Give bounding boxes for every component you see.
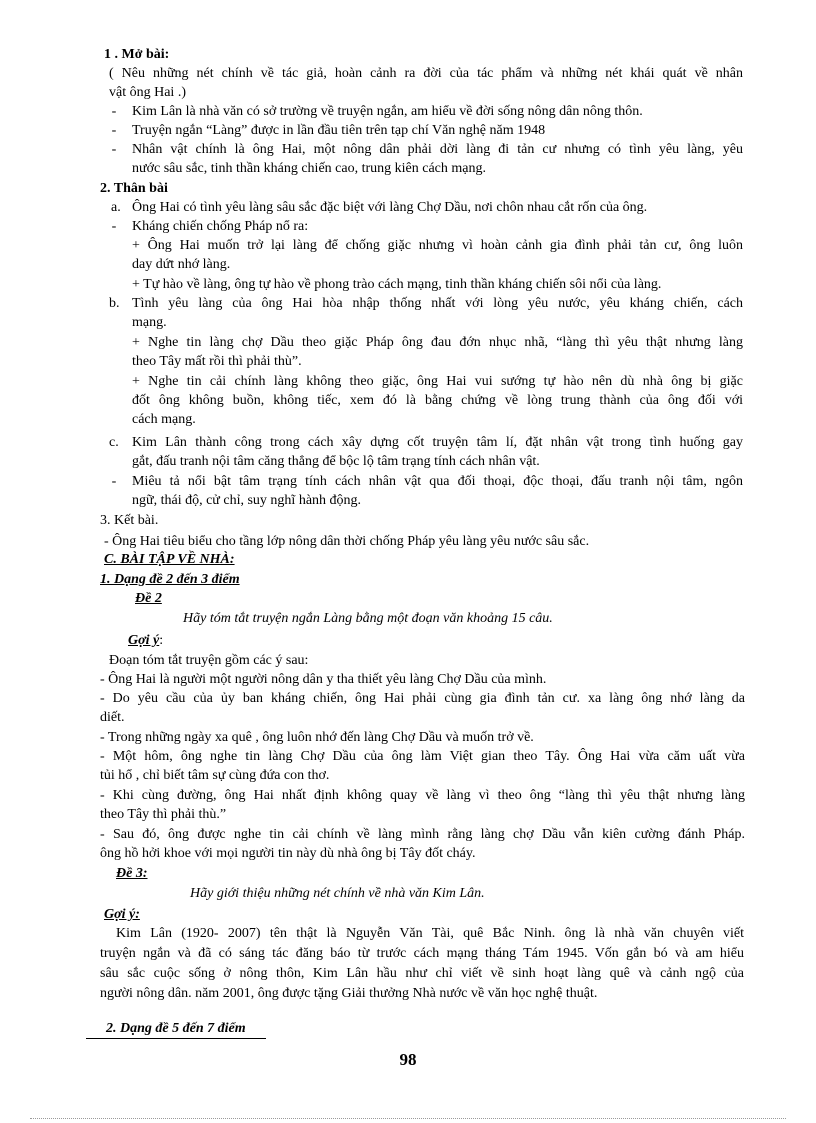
- kim-lan-para-3: sâu sắc cuộc sống ở nông thôn, Kim Lân hầu như chỉ viết về sinh hoạt làng quê và cảnh ngộ của: [100, 966, 744, 981]
- summary-line-6-cont: ông hồ hởi khoe với mọi người tin này dù nhà ông bị Tây đốt cháy.: [100, 846, 476, 861]
- bullet-dash: -: [111, 474, 117, 489]
- mo-bai-item-3: Nhân vật chính là ông Hai, một nông dân phải dời làng đi tản cư nhưng có tình yêu làng, yêu: [132, 142, 743, 157]
- summary-line-3: - Trong những ngày xa quê , ông luôn nhớ đến làng Chợ Dầu và muốn trở về.: [100, 730, 534, 745]
- label-b: b.: [109, 296, 120, 311]
- heading-bai-tap-ve-nha: C. BÀI TẬP VỀ NHÀ:: [104, 552, 235, 567]
- heading-than-bai: 2. Thân bài: [100, 181, 168, 196]
- bullet-dash: -: [111, 219, 117, 234]
- than-bai-war-sub-2: + Tự hào về làng, ông tự hào về phong trào cách mạng, tinh thần kháng chiến sôi nổi của làng.: [132, 277, 662, 292]
- than-bai-b-sub-1: + Nghe tin làng chợ Dầu theo giặc Pháp ông đau đớn nhục nhã, “làng thì yêu thật nhưng làng: [132, 335, 743, 350]
- summary-line-1: - Ông Hai là người một người nông dân y tha thiết yêu làng Chợ Dầu của mình.: [100, 672, 547, 687]
- heading-dang-de-1: 1. Dạng đề 2 đến 3 điểm: [100, 572, 240, 587]
- mo-bai-item-2: Truyện ngắn “Làng” được in lần đầu tiên trên tạp chí Văn nghệ năm 1948: [132, 123, 546, 138]
- heading-dang-de-2: 2. Dạng đề 5 đến 7 điểm: [86, 1019, 266, 1039]
- heading-ket-bai: 3. Kết bài.: [100, 513, 159, 528]
- than-bai-war: Kháng chiến chống Pháp nổ ra:: [132, 219, 309, 234]
- bullet-dash: -: [111, 104, 117, 119]
- summary-line-5-cont: theo Tây thì phải thù.”: [100, 807, 227, 822]
- than-bai-b: Tình yêu làng của ông Hai hòa nhập thống nhất với lòng yêu nước, yêu kháng chiến, cách: [132, 296, 743, 311]
- than-bai-a: Ông Hai có tình yêu làng sâu sắc đặc biệt với làng Chợ Dầu, nơi chôn nhau cắt rốn của ông.: [132, 200, 648, 215]
- de-3-hint-label: Gợi ý:: [104, 907, 140, 922]
- than-bai-c-cont: gắt, đấu tranh nội tâm căng thẳng để bộc lộ tâm trạng tính cách nhân vật.: [132, 454, 540, 469]
- mo-bai-item-1: Kim Lân là nhà văn có sở trường về truyện ngắn, am hiểu về đời sống nông dân nông thôn.: [132, 104, 643, 119]
- de-2-question: Hãy tóm tắt truyện ngắn Làng bằng một đoạn văn khoảng 15 câu.: [183, 611, 553, 626]
- page-number: 98: [399, 1050, 417, 1069]
- than-bai-d: Miêu tả nổi bật tâm trạng tính cách nhân vật qua đối thoại, độc thoại, đấu tranh nội tâm, ngôn: [132, 474, 743, 489]
- than-bai-b-sub-2-cont-1: đốt ông không buồn, không tiếc, xem đó là bằng chứng về lòng trung thành của ông đối với: [132, 393, 743, 408]
- mo-bai-intro-cont: vật ông Hai .): [109, 85, 186, 100]
- kim-lan-para-2: truyện ngắn và đã có sáng tác đăng báo từ trước cách mạng tháng Tám 1945. Vốn gắn bó và am hiểu: [100, 946, 744, 961]
- hint-colon: :: [159, 633, 164, 648]
- page-bottom-divider: [30, 1118, 786, 1119]
- than-bai-war-sub-1: + Ông Hai muốn trở lại làng để chống giặc nhưng vì hoàn cảnh gia đình phải tản cư, ông luôn: [132, 238, 743, 253]
- ket-bai-text: - Ông Hai tiêu biểu cho tầng lớp nông dân thời chống Pháp yêu làng yêu nước sâu sắc.: [104, 534, 590, 549]
- than-bai-b-sub-1-cont: theo Tây mất rồi thì phải thù”.: [132, 354, 302, 369]
- summary-line-4: - Một hôm, ông nghe tin làng Chợ Dầu của ông làm Việt gian theo Tây. Ông Hai vừa căm uất vừa: [100, 749, 745, 764]
- than-bai-war-sub-1-cont: day dứt nhớ làng.: [132, 257, 231, 272]
- label-a: a.: [111, 200, 121, 215]
- de-3-question: Hãy giới thiệu những nét chính về nhà văn Kim Lân.: [190, 886, 485, 901]
- de-2-hint: [128, 631, 163, 650]
- kim-lan-para-1: Kim Lân (1920- 2007) tên thật là Nguyễn Văn Tài, quê Bắc Ninh. ông là nhà văn chuyên viết: [116, 926, 744, 941]
- bullet-dash: -: [111, 123, 117, 138]
- than-bai-d-cont: ngữ, thái độ, cử chỉ, suy nghĩ hành động.: [132, 493, 362, 508]
- bullet-dash: -: [111, 142, 117, 157]
- than-bai-c: Kim Lân thành công trong cách xây dựng cốt truyện tâm lí, đặt nhân vật trong tình huống gay: [132, 435, 743, 450]
- than-bai-b-sub-2-cont-2: cách mạng.: [132, 412, 196, 427]
- summary-line-2: - Do yêu cầu của ủy ban kháng chiến, ông Hai phải cùng gia đình tản cư. xa làng ông nhớ làng da: [100, 691, 745, 706]
- kim-lan-para-4: người nông dân. năm 2001, ông được tặng Giải thưởng Nhà nước về văn học nghệ thuật.: [100, 986, 598, 1001]
- than-bai-b-cont: mạng.: [132, 315, 167, 330]
- label-c: c.: [109, 435, 119, 450]
- summary-line-4-cont: tủi hổ , chỉ biết tâm sự cùng đứa con thơ.: [100, 768, 330, 783]
- de-2-label: Đề 2: [135, 591, 162, 606]
- summary-line-5: - Khi cùng đường, ông Hai nhất định không quay về làng vì theo ông “làng thì yêu thật nhưng làng: [100, 788, 745, 803]
- summary-line-6: - Sau đó, ông được nghe tin cải chính về làng mình rằng làng chợ Dầu vẫn kiên cường đánh Pháp.: [100, 827, 745, 842]
- hint-label: Gợi ý: [128, 633, 160, 648]
- de-3-label: Đề 3:: [116, 866, 148, 881]
- summary-line-2-cont: diết.: [100, 710, 125, 725]
- heading-mo-bai: 1 . Mở bài:: [104, 47, 170, 62]
- mo-bai-item-3-cont: nước sâu sắc, tinh thần kháng chiến cao, trung kiên cách mạng.: [132, 161, 486, 176]
- mo-bai-intro: ( Nêu những nét chính về tác giả, hoàn cảnh ra đời của tác phẩm và những nét khái quát về nhân: [109, 66, 743, 81]
- de-2-intro: Đoạn tóm tắt truyện gồm các ý sau:: [109, 653, 309, 668]
- than-bai-b-sub-2: + Nghe tin cải chính làng không theo giặc, ông Hai vui sướng tự hào nên dù nhà ông bị giặc: [132, 374, 743, 389]
